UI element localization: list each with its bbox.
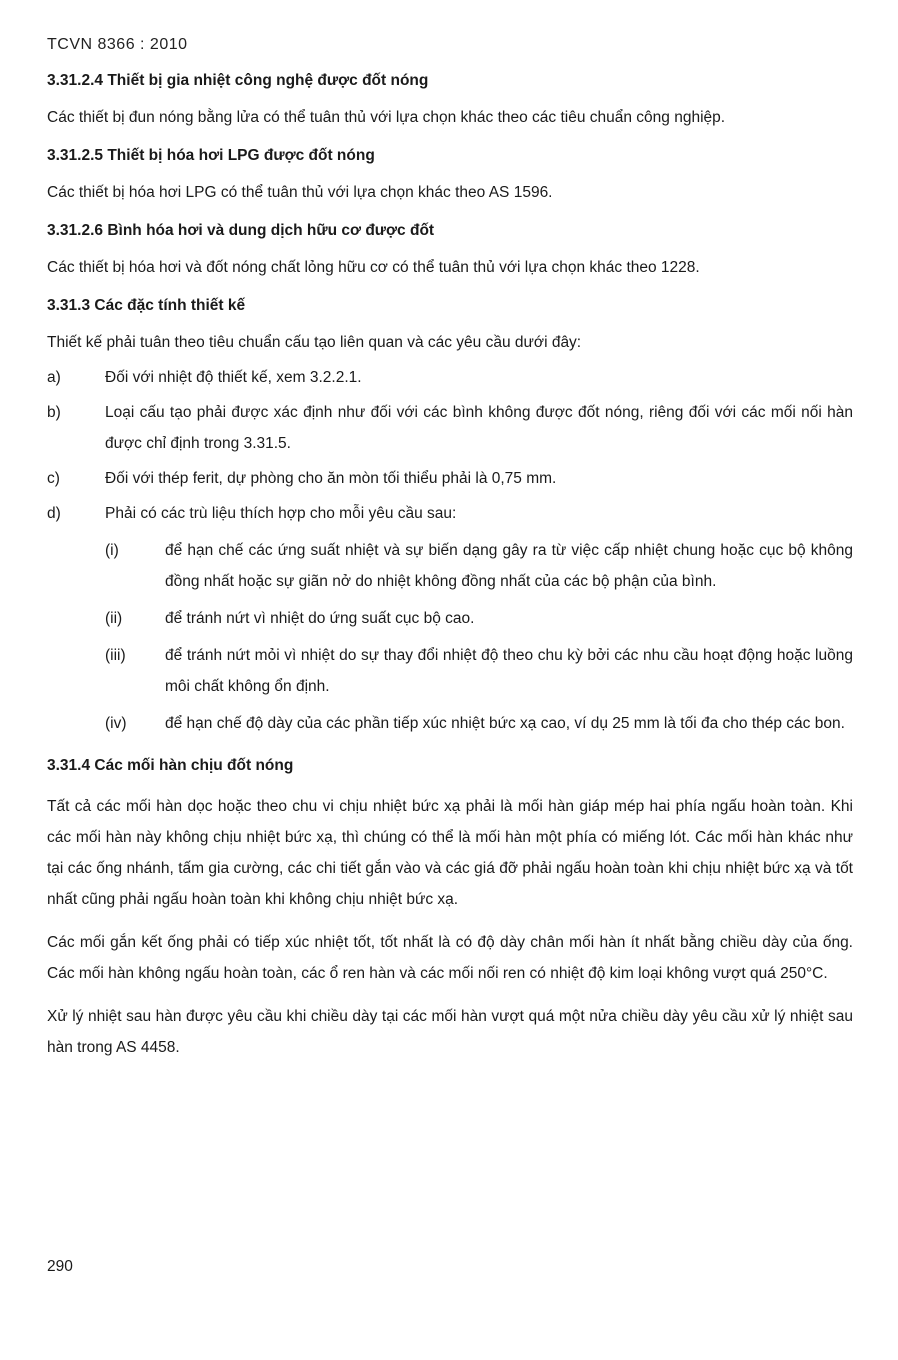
section-body: Các thiết bị hóa hơi và đốt nóng chất lỏng hữu cơ có thể tuân thủ với lựa chọn khác theo 1228. bbox=[47, 259, 700, 276]
page-content bbox=[47, 62, 853, 1063]
welds-heading: 3.31.4 Các mối hàn chịu đốt nóng bbox=[47, 757, 294, 774]
sub-list-item bbox=[105, 708, 853, 739]
sub-list-text: để tránh nứt mỏi vì nhiệt do sự thay đổi nhiệt độ theo chu kỳ bởi các nhu cầu hoạt động hoặc luồng môi chất không ổn định. bbox=[165, 647, 853, 695]
list-marker: a) bbox=[47, 369, 61, 386]
list-text: Đối với nhiệt độ thiết kế, xem 3.2.2.1. bbox=[105, 369, 362, 386]
sub-list-text: để hạn chế độ dày của các phần tiếp xúc nhiệt bức xạ cao, ví dụ 25 mm là tối đa cho thép các bon. bbox=[165, 715, 845, 732]
section-heading: 3.31.2.6 Bình hóa hơi và dung dịch hữu cơ được đốt bbox=[47, 222, 435, 239]
sub-list-marker: (iii) bbox=[105, 647, 126, 664]
list-item bbox=[47, 397, 853, 459]
welds-paragraph: Xử lý nhiệt sau hàn được yêu cầu khi chiều dày tại các mối hàn vượt quá một nửa chiều dày yêu cầu xử lý nhiệt sau hàn trong AS 4458. bbox=[47, 1008, 853, 1056]
sub-list-marker: (i) bbox=[105, 542, 119, 559]
list-text: Phải có các trù liệu thích hợp cho mỗi yêu cầu sau: bbox=[105, 505, 457, 522]
section-heading: 3.31.2.4 Thiết bị gia nhiệt công nghệ được đốt nóng bbox=[47, 72, 429, 89]
sub-list-marker: (ii) bbox=[105, 610, 123, 627]
list-marker: b) bbox=[47, 404, 61, 421]
section-body: Các thiết bị hóa hơi LPG có thể tuân thủ với lựa chọn khác theo AS 1596. bbox=[47, 184, 553, 201]
page-number: 290 bbox=[47, 1258, 73, 1275]
list-marker: d) bbox=[47, 505, 61, 522]
section-heading: 3.31.2.5 Thiết bị hóa hơi LPG được đốt nóng bbox=[47, 147, 375, 164]
welds-paragraph: Các mối gắn kết ống phải có tiếp xúc nhiệt tốt, tốt nhất là có độ dày chân mối hàn ít nhất bằng chiều dày của ống. Các mối hàn không ngấu hoàn toàn, các ổ ren hàn và các mối nối ren có nhiệt độ kim loại không vượt quá 250°C. bbox=[47, 934, 853, 982]
section-body: Các thiết bị đun nóng bằng lửa có thể tuân thủ với lựa chọn khác theo các tiêu chuẩn công nghiệp. bbox=[47, 109, 726, 126]
sub-list-item bbox=[105, 603, 853, 634]
running-header: TCVN 8366 : 2010 bbox=[47, 36, 188, 53]
sub-list-text: để tránh nứt vì nhiệt do ứng suất cục bộ cao. bbox=[165, 610, 475, 627]
design-heading: 3.31.3 Các đặc tính thiết kế bbox=[47, 297, 246, 314]
design-intro: Thiết kế phải tuân theo tiêu chuẩn cấu tạo liên quan và các yêu cầu dưới đây: bbox=[47, 334, 582, 351]
list-item bbox=[47, 362, 853, 393]
list-text: Loại cấu tạo phải được xác định như đối với các bình không được đốt nóng, riêng đối với các mối nối hàn được chỉ định trong 3.31.5. bbox=[105, 404, 853, 452]
sub-list-item bbox=[105, 535, 853, 597]
list-marker: c) bbox=[47, 470, 60, 487]
list-item bbox=[47, 463, 853, 494]
welds-paragraph: Tất cả các mối hàn dọc hoặc theo chu vi chịu nhiệt bức xạ phải là mối hàn giáp mép hai phía ngấu hoàn toàn. Khi các mối hàn này không chịu nhiệt bức xạ, thì chúng có thể là mối hàn một phía có miếng lót. Các mối hàn khác như tại các ống nhánh, tấm gia cường, các chi tiết gắn vào và các giá đỡ phải ngấu hoàn toàn khi chịu nhiệt bức xạ và tốt nhất cũng phải ngấu hoàn toàn khi không chịu nhiệt bức xạ. bbox=[47, 798, 853, 908]
sub-list-marker: (iv) bbox=[105, 715, 127, 732]
sub-list-item bbox=[105, 640, 853, 702]
sub-list-text: để hạn chế các ứng suất nhiệt và sự biến dạng gây ra từ việc cấp nhiệt chung hoặc cục bộ không đồng nhất hoặc sự giãn nở do nhiệt không đồng nhất của các bộ phận của bình. bbox=[165, 542, 853, 590]
list-text: Đối với thép ferit, dự phòng cho ăn mòn tối thiểu phải là 0,75 mm. bbox=[105, 470, 557, 487]
list-item bbox=[47, 498, 853, 529]
